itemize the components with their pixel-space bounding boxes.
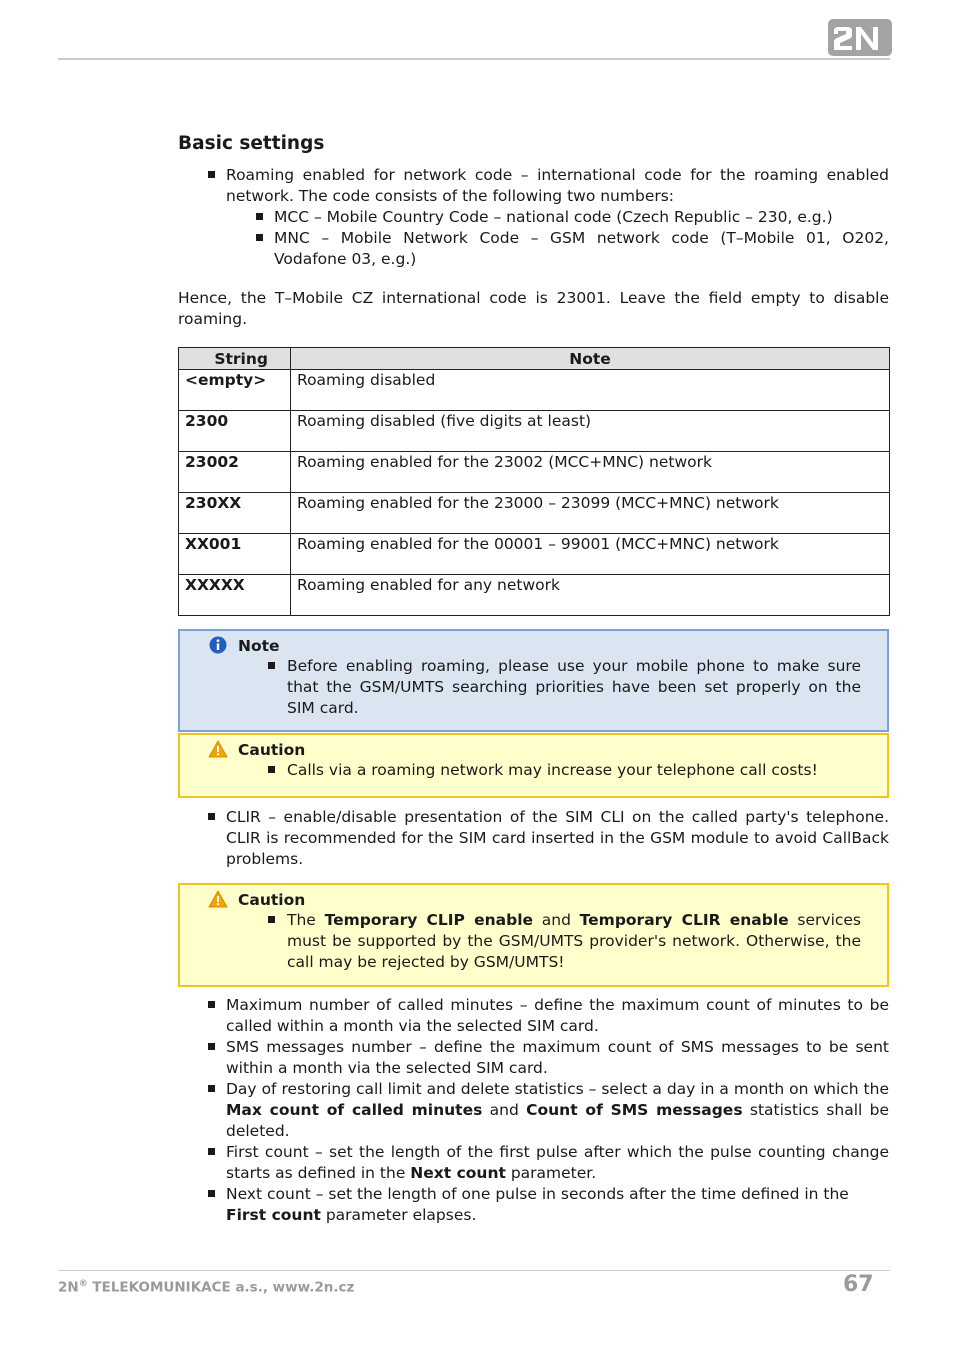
table-header-row [179,348,890,370]
table-row [179,575,890,616]
caution-text: The Temporary CLIP enable and Temporary CLIR enable services must be supported by the GSM/UMTS provider's network. Otherwise, the call may be rejected by GSM/UMTS! [238,910,861,973]
limits-list [178,995,889,1226]
table-row [179,534,890,575]
caution-list [238,760,861,781]
cell-note: Roaming enabled for the 23002 (MCC+MNC) network [291,452,890,493]
list-item-sms-number: SMS messages number – define the maximum count of SMS messages to be sent within a month via the selected SIM card. [178,1037,889,1079]
table-row [179,493,890,534]
list-item-mnc: MNC – Mobile Network Code – GSM network code (T–Mobile 01, O202, Vodafone 03, e.g.) [178,228,889,270]
list-item-first-count: First count – set the length of the first pulse after which the pulse counting change starts as defined in the Next count parameter. [178,1142,889,1184]
footer-company: 2N® TELEKOMUNIKACE a.s., www.2n.cz [58,1279,355,1296]
roaming-paragraph: Hence, the T–Mobile CZ international code is 23001. Leave the field empty to disable roaming. [178,289,889,328]
table-row [179,370,890,411]
list-item-max-minutes: Maximum number of called minutes – define the maximum count of minutes to be called within a month via the selected SIM card. [178,995,889,1037]
warning-icon [208,889,228,909]
note-list [238,656,861,719]
caution-title: Caution [238,741,306,759]
cell-string: XXXXX [179,575,291,616]
cell-note: Roaming disabled [291,370,890,411]
cell-note: Roaming enabled for the 00001 – 99001 (MCC+MNC) network [291,534,890,575]
cell-string: 23002 [179,452,291,493]
cell-note: Roaming enabled for the 23000 – 23099 (MCC+MNC) network [291,493,890,534]
list-item-restore-day: Day of restoring call limit and delete statistics – select a day in a month on which the Max count of called minutes and Count of SMS messages statistics shall be deleted. [178,1079,889,1142]
cell-string: 2300 [179,411,291,452]
caution-title: Caution [238,891,306,909]
caution-list [238,910,861,973]
caution-text: Calls via a roaming network may increase your telephone call costs! [238,760,861,781]
column-header-string: String [179,348,291,370]
company-logo [828,19,892,56]
list-item-roaming: Roaming enabled for network code – international code for the roaming enabled network. The code consists of the following two numbers: [178,165,889,207]
caution-box-roaming [178,733,889,798]
roaming-sub-list [178,207,889,270]
roaming-code-table [178,347,890,616]
table-row [179,411,890,452]
settings-list [178,165,889,207]
list-item-clir: CLIR – enable/disable presentation of the SIM CLI on the called party's telephone. CLIR is recommended for the SIM card inserted in the GSM module to avoid CallBack problems. [178,807,889,870]
footer-rule [58,1270,890,1271]
cell-string: XX001 [179,534,291,575]
cell-string: 230XX [179,493,291,534]
list-item-mcc: MCC – Mobile Country Code – national code (Czech Republic – 230, e.g.) [178,207,889,228]
note-box [178,629,889,732]
cell-note: Roaming enabled for any network [291,575,890,616]
clir-list [178,807,889,870]
column-header-note: Note [291,348,890,370]
table-row [179,452,890,493]
warning-icon [208,739,228,759]
caution-box-clip-clir [178,883,889,987]
cell-note: Roaming disabled (five digits at least) [291,411,890,452]
section-title: Basic settings [178,133,325,154]
note-text: Before enabling roaming, please use your mobile phone to make sure that the GSM/UMTS searching priorities have been set properly on the SIM card. [238,656,861,719]
cell-string: <empty> [179,370,291,411]
main-content [178,131,889,1226]
header-rule [58,58,890,60]
info-icon [208,635,228,655]
page-number: 67 [843,1272,874,1297]
list-item-next-count: Next count – set the length of one pulse in seconds after the time defined in the First count parameter elapses. [178,1184,889,1226]
note-title: Note [238,637,280,655]
